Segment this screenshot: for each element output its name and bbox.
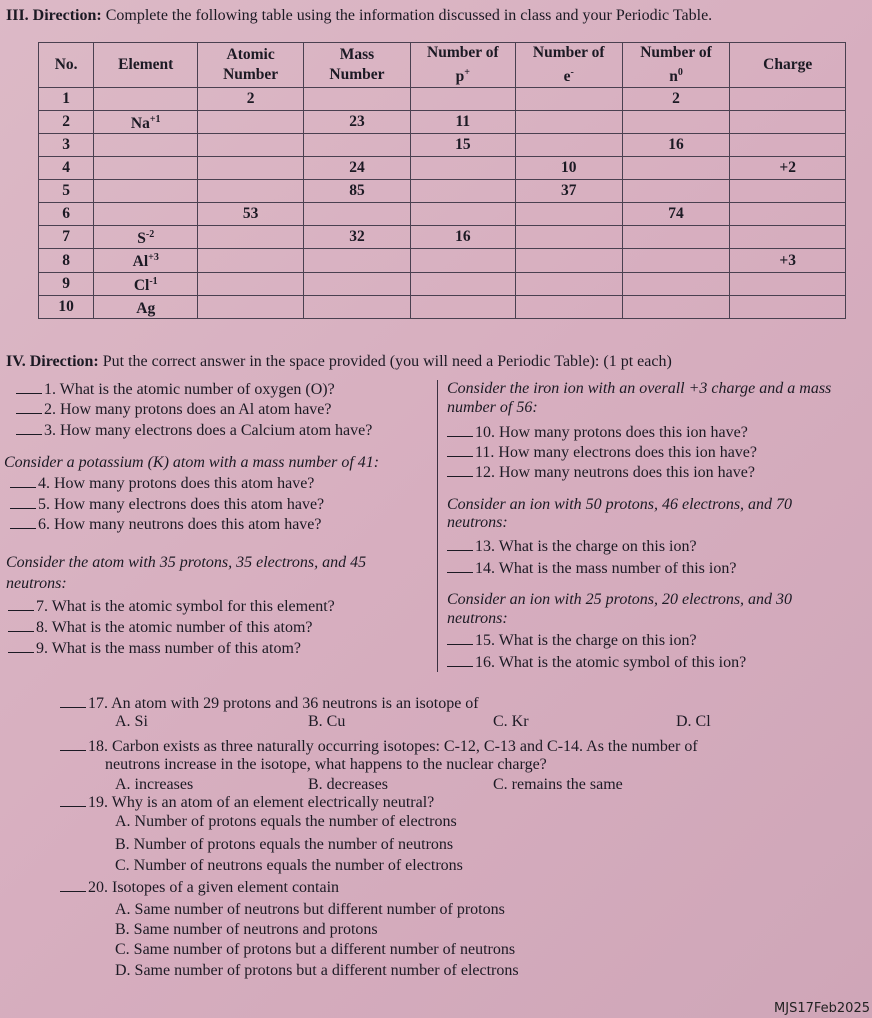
element-charge: +1 (149, 114, 161, 126)
option: A. Number of protons equals the number of electrons (115, 813, 457, 830)
question-15 (447, 630, 697, 651)
option: D. Cl (676, 713, 711, 730)
element-charge: +3 (148, 252, 159, 264)
question-text: 7. What is the atomic symbol for this element? (36, 598, 335, 615)
option: C. remains the same (493, 776, 623, 793)
answer-blank[interactable] (60, 877, 86, 892)
cell-atomic[interactable] (198, 180, 304, 203)
option: B. Cu (308, 713, 346, 730)
element-symbol: Al (132, 253, 149, 271)
question-text: 3. How many electrons does a Calcium atom have? (44, 422, 373, 439)
question-text: 19. Why is an atom of an element electrically neutral? (88, 794, 435, 811)
answer-blank[interactable] (16, 379, 42, 394)
table-row (39, 249, 846, 272)
cell-no: 1 (39, 88, 94, 111)
column-divider (437, 380, 438, 672)
cell-e[interactable] (515, 295, 622, 318)
header-line-2: Number (223, 66, 279, 84)
question-10 (447, 422, 748, 443)
question-19 (60, 792, 434, 813)
question-text: 9. What is the mass number of this atom? (36, 640, 301, 657)
table-row (39, 180, 846, 203)
header-line-1: Element (118, 56, 174, 74)
answer-blank[interactable] (60, 693, 86, 708)
question-text: 18. Carbon exists as three naturally occurring isotopes: C-12, C-13 and C-14. As the number of (88, 738, 698, 755)
cell-no: 3 (39, 134, 94, 157)
answer-blank[interactable] (10, 473, 36, 488)
answer-blank[interactable] (447, 558, 473, 573)
cell-p[interactable] (410, 157, 515, 180)
cell-mass[interactable] (304, 203, 411, 226)
cell-mass[interactable] (304, 272, 411, 295)
question-3 (16, 420, 372, 441)
cell-n[interactable] (622, 111, 730, 134)
option: C. Same number of protons but a different number of neutrons (115, 941, 516, 958)
cell-mass[interactable] (304, 134, 411, 157)
header-line-1: Charge (763, 56, 813, 74)
cell-p[interactable] (410, 203, 515, 226)
cell-n: 2 (622, 88, 730, 111)
cell-p: 15 (410, 134, 515, 157)
cell-e: 10 (515, 157, 622, 180)
element-symbol: S (137, 230, 146, 248)
cell-no: 6 (39, 203, 94, 226)
question-1 (16, 379, 335, 400)
table-row (39, 134, 846, 157)
answer-blank[interactable] (8, 638, 34, 653)
cell-atomic[interactable] (198, 249, 304, 272)
answer-blank[interactable] (447, 442, 473, 457)
cell-e[interactable] (515, 134, 622, 157)
column-header (198, 43, 304, 88)
element-symbol: Ag (136, 299, 156, 317)
option: C. Number of neutrons equals the number of electrons (115, 857, 463, 874)
cell-charge[interactable] (730, 295, 846, 318)
table-row (39, 226, 846, 249)
cell-el (94, 88, 198, 111)
cell-atomic[interactable] (198, 226, 304, 249)
cell-el (94, 180, 198, 203)
column-header (730, 43, 846, 88)
question-text: 1. What is the atomic number of oxygen (O)? (44, 381, 335, 398)
header-line-1: Mass (339, 46, 375, 64)
option: D. Same number of protons but a different number of electrons (115, 962, 519, 979)
table-body (39, 88, 846, 319)
cell-atomic[interactable] (198, 157, 304, 180)
question-13 (447, 536, 697, 557)
cell-p: 11 (410, 111, 515, 134)
cell-charge: +2 (730, 157, 846, 180)
answer-blank[interactable] (16, 420, 42, 435)
cell-p[interactable] (410, 88, 515, 111)
answer-blank[interactable] (16, 399, 42, 414)
table-row (39, 295, 846, 318)
question-20 (60, 877, 339, 898)
element-charge: -2 (145, 229, 155, 241)
question-text: 4. How many protons does this atom have? (38, 475, 315, 492)
cell-atomic[interactable] (198, 111, 304, 134)
cell-mass: 85 (304, 180, 411, 203)
cell-mass[interactable] (304, 295, 411, 318)
question-text: 11. How many electrons does this ion have? (475, 444, 758, 461)
table-row (39, 272, 846, 295)
question-text: 5. How many electrons does this atom have? (38, 496, 325, 513)
cell-el (94, 295, 198, 318)
question-5 (10, 494, 324, 515)
header-superscript: + (464, 67, 470, 78)
cell-charge[interactable] (730, 134, 846, 157)
cell-atomic: 2 (198, 88, 304, 111)
option: B. decreases (308, 776, 388, 793)
cell-mass: 32 (304, 226, 411, 249)
cell-charge[interactable] (730, 272, 846, 295)
cell-p[interactable] (410, 180, 515, 203)
cell-n[interactable] (622, 157, 730, 180)
table-row (39, 157, 846, 180)
cell-el (94, 226, 198, 249)
context-25-protons-cont: neutrons: (447, 610, 508, 627)
question-6 (10, 514, 322, 535)
question-9 (8, 638, 301, 659)
option: C. Kr (493, 713, 529, 730)
cell-el (94, 111, 198, 134)
cell-el (94, 203, 198, 226)
option: B. Number of protons equals the number of neutrons (115, 836, 454, 853)
table-row (39, 111, 846, 134)
cell-el (94, 249, 198, 272)
answer-blank[interactable] (8, 617, 34, 632)
answer-blank[interactable] (447, 630, 473, 645)
question-12 (447, 462, 755, 483)
cell-n: 74 (622, 203, 730, 226)
question-text: 12. How many neutrons does this ion have? (475, 464, 755, 481)
question-text: 13. What is the charge on this ion? (475, 538, 697, 555)
section-4-instruction: Put the correct answer in the space provided (you will need a Periodic Table): (1 pt each) (98, 353, 672, 370)
column-header (622, 43, 730, 88)
section-4-title (6, 352, 672, 372)
header-line-1: No. (54, 56, 78, 74)
answer-blank[interactable] (60, 736, 86, 751)
question-17 (60, 693, 479, 714)
cell-charge[interactable] (730, 180, 846, 203)
cell-n[interactable] (622, 295, 730, 318)
question-18 (60, 736, 698, 757)
cell-n[interactable] (622, 226, 730, 249)
answer-blank[interactable] (60, 792, 86, 807)
cell-atomic[interactable] (198, 272, 304, 295)
context-50-protons: Consider an ion with 50 protons, 46 electrons, and 70 (447, 496, 793, 513)
cell-el (94, 272, 198, 295)
question-text: 2. How many protons does an Al atom have? (44, 401, 332, 418)
context-potassium: Consider a potassium (K) atom with a mass number of 41: (4, 454, 380, 471)
cell-no: 8 (39, 249, 94, 272)
cell-no: 4 (39, 157, 94, 180)
question-14 (447, 558, 736, 579)
context-35-protons-cont: neutrons: (6, 575, 67, 592)
option: A. increases (115, 776, 194, 793)
cell-charge[interactable] (730, 111, 846, 134)
context-iron: Consider the iron ion with an overall +3 charge and a mass (447, 380, 832, 397)
answer-blank[interactable] (10, 514, 36, 529)
periodic-table-worksheet (38, 42, 846, 319)
column-header (39, 43, 94, 88)
question-text: 14. What is the mass number of this ion? (475, 560, 737, 577)
answer-blank[interactable] (447, 422, 473, 437)
cell-n[interactable] (622, 180, 730, 203)
context-25-protons: Consider an ion with 25 protons, 20 electrons, and 30 (447, 591, 793, 608)
cell-p[interactable] (410, 272, 515, 295)
cell-mass: 23 (304, 111, 411, 134)
cell-no: 10 (39, 295, 94, 318)
answer-blank[interactable] (8, 596, 34, 611)
cell-p[interactable] (410, 295, 515, 318)
context-35-protons: Consider the atom with 35 protons, 35 electrons, and 45 (6, 554, 367, 571)
question-2 (16, 399, 332, 420)
column-header (94, 43, 198, 88)
header-line-2: n (669, 68, 678, 86)
cell-no: 5 (39, 180, 94, 203)
question-11 (447, 442, 757, 463)
question-text: 8. What is the atomic number of this atom? (36, 619, 313, 636)
table-header-row (39, 43, 846, 88)
cell-no: 2 (39, 111, 94, 134)
question-text: 20. Isotopes of a given element contain (88, 879, 340, 896)
column-header (515, 43, 622, 88)
header-line-2: Number (329, 66, 385, 84)
cell-charge[interactable] (730, 226, 846, 249)
cell-e[interactable] (515, 88, 622, 111)
header-line-1: Atomic (226, 46, 275, 64)
cell-no: 7 (39, 226, 94, 249)
header-line-2: p (455, 68, 465, 86)
context-50-protons-cont: neutrons: (447, 514, 508, 531)
context-iron-cont: number of 56: (447, 399, 538, 416)
option: B. Same number of neutrons and protons (115, 921, 378, 938)
cell-mass[interactable] (304, 88, 411, 111)
cell-charge[interactable] (730, 203, 846, 226)
cell-e[interactable] (515, 272, 622, 295)
question-text: 17. An atom with 29 protons and 36 neutrons is an isotope of (88, 695, 479, 712)
cell-mass: 24 (304, 157, 411, 180)
table-row (39, 88, 846, 111)
cell-n: 16 (622, 134, 730, 157)
cell-e[interactable] (515, 249, 622, 272)
option: A. Si (115, 713, 148, 730)
table-row (39, 203, 846, 226)
question-16 (447, 652, 746, 673)
cell-mass[interactable] (304, 249, 411, 272)
header-superscript: 0 (677, 67, 683, 78)
question-8 (8, 617, 313, 638)
column-header (304, 43, 411, 88)
cell-e[interactable] (515, 111, 622, 134)
question-7 (8, 596, 335, 617)
question-text: 16. What is the atomic symbol of this ion? (475, 654, 747, 671)
cell-charge[interactable] (730, 88, 846, 111)
header-line-1: Number of (640, 44, 712, 61)
option: A. Same number of neutrons but different number of protons (115, 901, 505, 918)
question-4 (10, 473, 314, 494)
cell-el (94, 134, 198, 157)
cell-e[interactable] (515, 226, 622, 249)
answer-blank[interactable] (447, 462, 473, 477)
question-text: 6. How many neutrons does this atom have? (38, 516, 322, 533)
cell-no: 9 (39, 272, 94, 295)
header-line-2: e (563, 68, 571, 86)
question-text: 10. How many protons does this ion have? (475, 424, 748, 441)
cell-n[interactable] (622, 249, 730, 272)
section-3-label: III. Direction: (6, 7, 102, 24)
answer-blank[interactable] (10, 494, 36, 509)
section-3-instruction: Complete the following table using the information discussed in class and your Periodic Table. (101, 7, 713, 24)
header-line-1: Number of (532, 44, 605, 61)
answer-blank[interactable] (447, 652, 473, 667)
cell-atomic[interactable] (198, 134, 304, 157)
section-3-title (6, 6, 712, 26)
answer-blank[interactable] (447, 536, 473, 551)
header-superscript: - (570, 67, 574, 78)
question-18-cont: neutrons increase in the isotope, what happens to the nuclear charge? (105, 756, 547, 773)
cell-p: 16 (410, 226, 515, 249)
cell-e: 37 (515, 180, 622, 203)
element-symbol: Na (130, 115, 150, 133)
element-symbol: Cl (133, 276, 150, 294)
footer-code: MJS17Feb2025 (774, 1001, 870, 1016)
section-4-label: IV. Direction: (6, 353, 99, 370)
cell-atomic: 53 (198, 203, 304, 226)
cell-atomic[interactable] (198, 295, 304, 318)
cell-e[interactable] (515, 203, 622, 226)
cell-p[interactable] (410, 249, 515, 272)
question-text: 15. What is the charge on this ion? (475, 632, 697, 649)
element-charge: -1 (149, 275, 158, 287)
cell-el (94, 157, 198, 180)
cell-charge: +3 (730, 249, 846, 272)
cell-n[interactable] (622, 272, 730, 295)
column-header (410, 43, 515, 88)
header-line-1: Number of (427, 44, 499, 61)
